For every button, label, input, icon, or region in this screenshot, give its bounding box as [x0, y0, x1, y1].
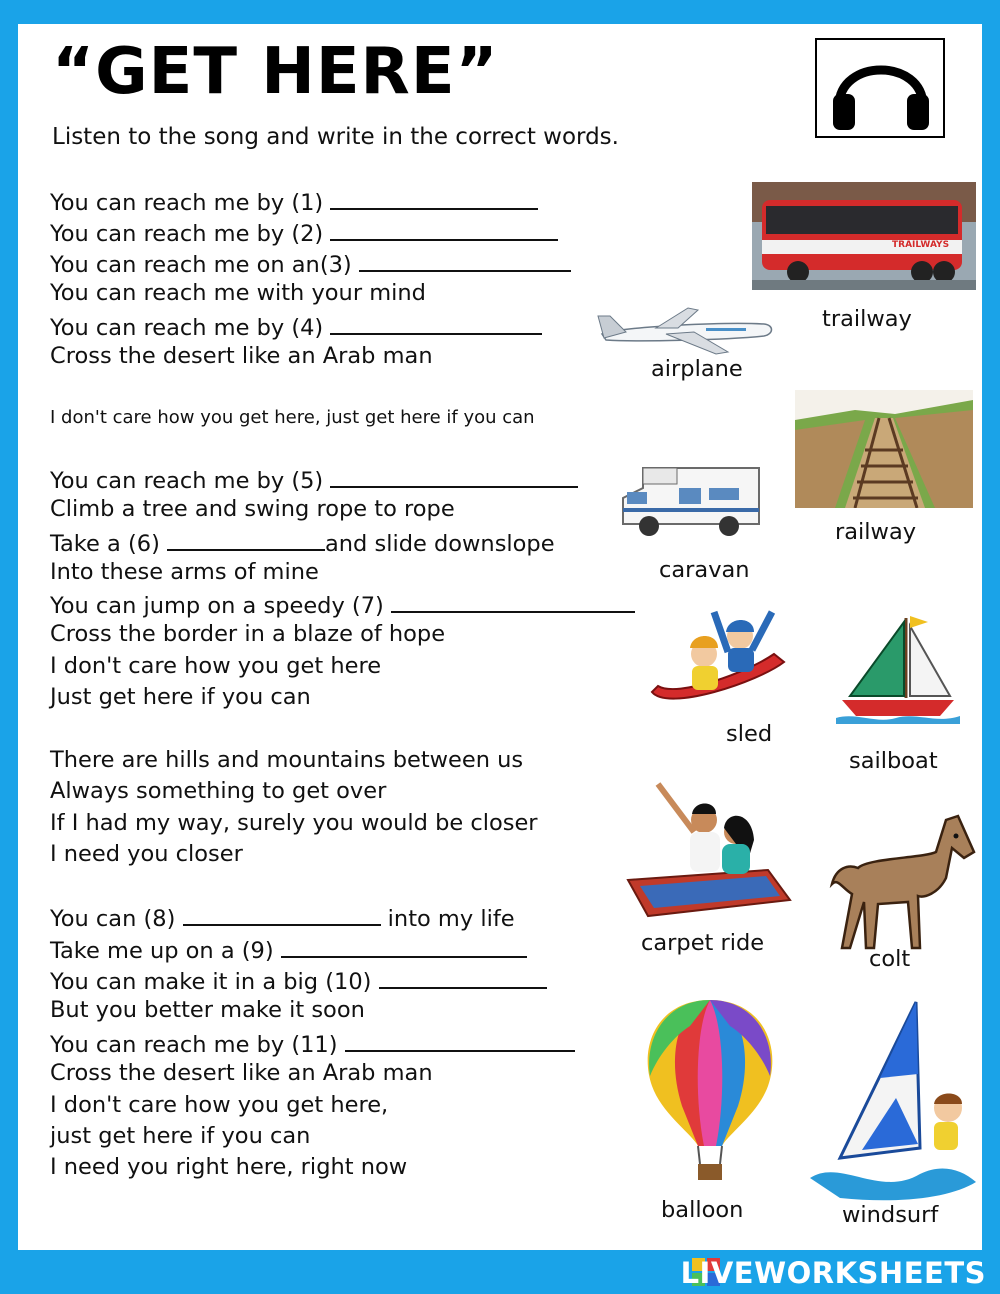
- lyric-line-4: You can reach me with your mind: [50, 280, 426, 306]
- blank-9[interactable]: [281, 934, 527, 958]
- lyric-line-6: Cross the desert like an Arab man: [50, 343, 433, 369]
- label-sailboat: sailboat: [849, 748, 938, 774]
- lyric-line-12: Cross the border in a blaze of hope: [50, 621, 446, 647]
- label-trailway: trailway: [822, 306, 912, 332]
- caravan-image: [613, 458, 763, 542]
- lyric-line-5: You can reach me by (4): [50, 311, 542, 342]
- label-caravan: caravan: [659, 557, 750, 583]
- lyric-line-22: But you better make it soon: [50, 997, 365, 1023]
- lyric-line-19: You can (8) into my life: [50, 902, 515, 933]
- lyric-line-7: You can reach me by (5): [50, 464, 578, 495]
- lyric-line-8: Climb a tree and swing rope to rope: [50, 496, 455, 522]
- blank-2[interactable]: [330, 217, 558, 241]
- lyric-line-21: You can make it in a big (10): [50, 965, 547, 996]
- colt-image: [828, 808, 978, 954]
- label-colt: colt: [869, 946, 911, 972]
- lyric-line-27: I need you right here, right now: [50, 1154, 408, 1180]
- lyric-line-14: Just get here if you can: [50, 684, 311, 710]
- lyric-line-24: Cross the desert like an Arab man: [50, 1060, 433, 1086]
- lyric-line-9: Take a (6) and slide downslope: [50, 527, 555, 558]
- label-railway: railway: [835, 519, 917, 545]
- blank-4[interactable]: [330, 311, 542, 335]
- instructions: Listen to the song and write in the correct words.: [52, 124, 619, 150]
- lyric-line-3: You can reach me on an(3): [50, 248, 571, 279]
- windsurf-image: [800, 998, 978, 1204]
- label-balloon: balloon: [661, 1197, 744, 1223]
- label-sled: sled: [726, 721, 773, 747]
- lyric-line-17: If I had my way, surely you would be closer: [50, 810, 538, 836]
- airplane-image: [596, 300, 776, 356]
- lyric-line-16: Always something to get over: [50, 778, 387, 804]
- lyric-line-chorus: I don't care how you get here, just get here if you can: [50, 407, 535, 428]
- lyric-line-2: You can reach me by (2): [50, 217, 558, 248]
- headphones-icon: [829, 48, 933, 132]
- blank-1[interactable]: [330, 186, 538, 210]
- blank-10[interactable]: [379, 965, 547, 989]
- label-airplane: airplane: [651, 356, 743, 382]
- lyric-line-23: You can reach me by (11): [50, 1028, 575, 1059]
- carpet-ride-image: [618, 770, 794, 920]
- blank-6[interactable]: [167, 527, 325, 551]
- lyric-line-18: I need you closer: [50, 841, 243, 867]
- lyric-line-11: You can jump on a speedy (7): [50, 589, 635, 620]
- balloon-image: [638, 996, 782, 1182]
- blank-11[interactable]: [345, 1028, 575, 1052]
- lyric-line-1: You can reach me by (1): [50, 186, 538, 217]
- label-windsurf: windsurf: [842, 1202, 939, 1228]
- audio-button[interactable]: [815, 38, 945, 138]
- lyric-line-20: Take me up on a (9): [50, 934, 527, 965]
- sailboat-image: [836, 612, 960, 724]
- blank-7[interactable]: [391, 589, 635, 613]
- bus-image: [752, 182, 976, 290]
- blank-5[interactable]: [330, 464, 578, 488]
- label-carpet-ride: carpet ride: [641, 930, 765, 956]
- blank-3[interactable]: [359, 248, 571, 272]
- lyric-line-13: I don't care how you get here: [50, 653, 382, 679]
- liveworksheets-brand: LIVEWORKSHEETS: [680, 1256, 986, 1290]
- lyric-line-15: There are hills and mountains between us: [50, 747, 524, 773]
- worksheet-title: “GET HERE”: [52, 35, 499, 109]
- bus-sign: TRAILWAYS: [892, 240, 950, 250]
- lyric-line-26: just get here if you can: [50, 1123, 311, 1149]
- sled-image: [648, 602, 788, 722]
- lyric-line-10: Into these arms of mine: [50, 559, 319, 585]
- railway-image: [795, 390, 973, 508]
- blank-8[interactable]: [183, 902, 381, 926]
- lyric-line-25: I don't care how you get here,: [50, 1092, 389, 1118]
